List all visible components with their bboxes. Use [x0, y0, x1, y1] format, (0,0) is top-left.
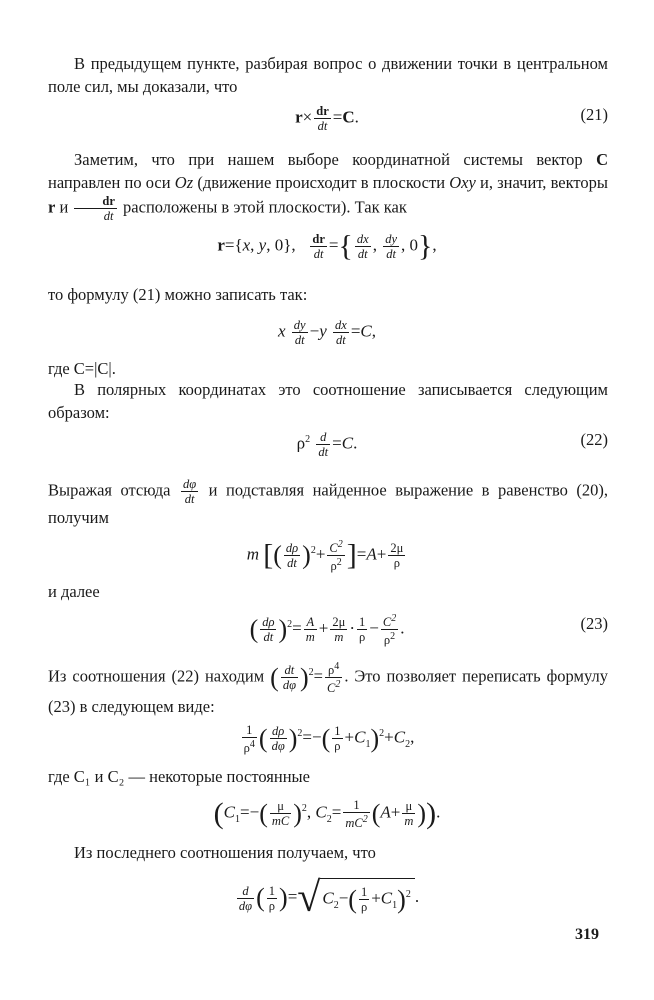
formula-23: ( $\frac{d\rho}{dt}$ )$^2$= $\frac{A}{m}$ + $\frac{2\mu}{m}$ · $\frac{1}{\rho}$ − $\frac{C^2}{\rho^2}$ .	[249, 613, 405, 648]
paragraph-and-further: и далее	[48, 582, 100, 601]
equation-number-23: (23)	[580, 614, 608, 633]
formula-rho-phi: $\frac{1}{\rho^4}$ ( $\frac{d\rho}{d\varphi}$ )$^2$=−( $\frac{1}{\rho}$ $+C_1)^2+C_2$,	[243, 722, 415, 755]
paragraph-conclusion: Из последнего соотношения получаем, что	[74, 843, 376, 862]
formula-final-sqrt: $\frac{d}{d\varphi}$ ( $\frac{1}{\rho}$ )=√ $C_2-$( $\frac{1}{\rho}$ $+C_1)^2$ .	[238, 875, 420, 922]
equation-number-21: (21)	[580, 105, 608, 124]
paragraph-c-definition: где C=|C|.	[48, 359, 116, 378]
paragraph-intro	[48, 52, 608, 98]
paragraph-formula-21-rewrite: то формулу (21) можно записать так:	[48, 285, 308, 304]
paragraph-text: В предыдущем пункте, разбирая вопрос о движении точки в центральном поле сил, мы доказали, что	[48, 54, 608, 96]
formula-21: r× $\frac{dr}{dt}$ =C.	[295, 104, 359, 133]
formula-constants: ($C_1=-$( $\frac{\mu}{mC}$ )$^2$, $C_2=$ $\frac{1}{mC^2}$ (A+ $\frac{\mu}{m}$ )).	[213, 796, 441, 830]
formula-r-components: r={x, y, 0}, $\frac{dr}{dt}$ ={ $\frac{dx}{dt}$ , $\frac{dy}{dt}$ , 0},	[217, 229, 437, 263]
paragraph-constants: где C₁ и C₂ — некоторые постоянные	[48, 767, 310, 786]
paragraph-substitution: Выражая отсюда $\frac{d\varphi}{dt}$ и подставляя найденное выражение в равенство (20), получим	[48, 477, 608, 527]
paragraph-polar: В полярных координатах это соотношение записывается следующим образом:	[48, 380, 608, 422]
page-number: 319	[575, 926, 599, 943]
formula-22: $\rho^2$ $\frac{d}{dt}$ =C.	[296, 430, 358, 460]
paragraph-rewrite-23: Из соотношения (22) находим ( $\frac{dt}{d\varphi}$ )$^2$= $\frac{\rho^4}{C^2}$ . Это позволяет переписать формулу (23) в следующем виде:	[48, 661, 608, 717]
formula-energy: m [( $\frac{d\rho}{dt}$ )$^2$+ $\frac{C^2}{\rho^2}$ ]=A+ $\frac{2\mu}{\rho}$	[246, 538, 404, 574]
formula-xy-c: x $\frac{dy}{dt}$ −y $\frac{dx}{dt}$ =C,	[278, 318, 376, 347]
equation-number-22: (22)	[580, 430, 608, 449]
paragraph-vector-c: Заметим, что при нашем выборе координатной системы вектор C направлен по оси Oz (движение происходит в плоскости Oxy и, значит, векторы r и $\frac{dr}{dt}$ расположены в этой плоскости). Так как	[48, 150, 608, 223]
